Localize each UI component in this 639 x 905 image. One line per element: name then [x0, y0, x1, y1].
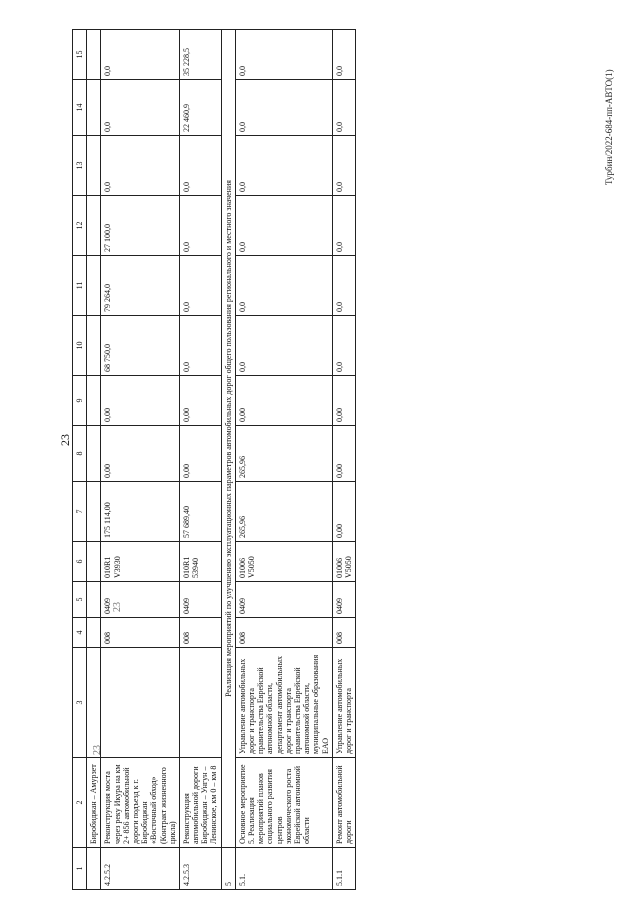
header-cell: 10 [73, 316, 87, 376]
header-cell: 1 [73, 848, 87, 890]
cell-c15: 0,0 [101, 30, 180, 80]
cell-c7 [87, 482, 101, 542]
cell-name: Биробиджан – Амурзет [87, 758, 101, 848]
cell-c10: 68 750,0 [101, 316, 180, 376]
cell-num [87, 848, 101, 890]
cell-c9 [87, 376, 101, 426]
side-code: Турбин/2022-684-пп-АВТО(1) [604, 69, 614, 185]
table-header-row [73, 30, 87, 890]
header-cell: 4 [73, 618, 87, 648]
cell-num: 5.1.1 [332, 848, 355, 890]
cell-c4 [87, 618, 101, 648]
cell-c14 [87, 80, 101, 136]
cell-num: 4.2.5.3 [179, 848, 221, 890]
cell-c5: 0409 [332, 582, 355, 618]
table-row [179, 30, 221, 890]
cell-c7: 265,96 [235, 482, 332, 542]
cell-exec: Управление автомобильных дорог и транспорта [332, 648, 355, 758]
section-row [221, 30, 235, 890]
cell-c11: 79 264,0 [101, 256, 180, 316]
header-cell: 3 [73, 648, 87, 758]
cell-c10: 0,0 [179, 316, 221, 376]
cell-c6 [87, 542, 101, 582]
cell-c15 [87, 30, 101, 80]
cell-c15: 0,0 [235, 30, 332, 80]
cell-c7: 57 689,40 [179, 482, 221, 542]
header-cell: 8 [73, 426, 87, 482]
cell-c4: 008 [101, 618, 180, 648]
table-row [332, 30, 355, 890]
cell-name: Реконструкция моста через реку Икура на км 2+ 856 автомобильной дороги подъезд к г. Биробиджан «Восточный обход» (Контракт жизненного цикла) [101, 758, 180, 848]
header-cell: 13 [73, 136, 87, 196]
cell-c14: 22 460,9 [179, 80, 221, 136]
cell-c8: 0,00 [101, 426, 180, 482]
cell-c11: 0,0 [179, 256, 221, 316]
header-cell: 11 [73, 256, 87, 316]
cell-c12: 0,0 [179, 196, 221, 256]
header-mark-left: 23 [92, 745, 103, 755]
cell-c9: 0,00 [332, 376, 355, 426]
cell-c8: 265,96 [235, 426, 332, 482]
header-cell: 14 [73, 80, 87, 136]
cell-exec [101, 648, 180, 758]
cell-c14: 0,0 [332, 80, 355, 136]
cell-c9: 0,00 [101, 376, 180, 426]
cell-c4: 008 [332, 618, 355, 648]
cell-c10: 0,0 [235, 316, 332, 376]
table-row [101, 30, 180, 890]
cell-c5: 0409 [179, 582, 221, 618]
cell-c6: 01006 V5050 [235, 542, 332, 582]
cell-c8 [87, 426, 101, 482]
cell-c15: 35 228,5 [179, 30, 221, 80]
cell-exec: Управление автомобильных дорог и транспорта правительства Еврейской автономной области, департамент автомобильных дорог и транспорта правительства Еврейской автономной области, муниципальные образования ЕАО [235, 648, 332, 758]
cell-num: 4.2.5.2 [101, 848, 180, 890]
header-cell: 7 [73, 482, 87, 542]
cell-c6: 010R1 53940 [179, 542, 221, 582]
cell-c14: 0,0 [235, 80, 332, 136]
section-num: 5 [221, 848, 235, 890]
section-title: Реализация мероприятий по улучшению эксплуатационных параметров автомобильных дорог общего пользования регионального и местного значения [221, 30, 235, 848]
cell-c14: 0,0 [101, 80, 180, 136]
cell-c5: 0409 [235, 582, 332, 618]
cell-c4: 008 [179, 618, 221, 648]
cell-c11: 0,0 [235, 256, 332, 316]
cell-name: Ремонт автомобильной дороги [332, 758, 355, 848]
cell-c10: 0,0 [332, 316, 355, 376]
cell-c13: 0,0 [179, 136, 221, 196]
cell-c4: 008 [235, 618, 332, 648]
cell-c12 [87, 196, 101, 256]
cell-c12: 0,0 [332, 196, 355, 256]
table-row [87, 30, 101, 890]
cell-c10 [87, 316, 101, 376]
header-cell: 5 [73, 582, 87, 618]
cell-c8: 0,00 [332, 426, 355, 482]
cell-c11: 0,0 [332, 256, 355, 316]
header-cell: 2 [73, 758, 87, 848]
cell-c9: 0,00 [235, 376, 332, 426]
cell-c6: 010R1 V3930 [101, 542, 180, 582]
cell-c11 [87, 256, 101, 316]
cell-c8: 0,00 [179, 426, 221, 482]
cell-c5 [87, 582, 101, 618]
cell-c13: 0,0 [332, 136, 355, 196]
cell-exec [87, 648, 101, 758]
cell-exec [179, 648, 221, 758]
header-cell: 12 [73, 196, 87, 256]
table-row [235, 30, 332, 890]
cell-name: Реконструкция автомобильной дороги Биробиджан – Унгун – Ленинское, км 0 – км 8 [179, 758, 221, 848]
header-cell: 9 [73, 376, 87, 426]
page-number: 23 [58, 434, 72, 446]
header-cell: 15 [73, 30, 87, 80]
cell-c13 [87, 136, 101, 196]
cell-c5: 0409 [101, 582, 180, 618]
cell-c15: 0,0 [332, 30, 355, 80]
cell-c12: 0,0 [235, 196, 332, 256]
cell-c6: 01006 V5050 [332, 542, 355, 582]
cell-num: 5.1. [235, 848, 332, 890]
cell-c13: 0,0 [101, 136, 180, 196]
cell-c7: 175 114,00 [101, 482, 180, 542]
data-table [72, 29, 356, 890]
cell-c9: 0,00 [179, 376, 221, 426]
cell-name: Основное мероприятие 5. Реализация мероприятий планов социального развития центров экономического роста Еврейской автономной области [235, 758, 332, 848]
header-cell: 6 [73, 542, 87, 582]
cell-c13: 0,0 [235, 136, 332, 196]
header-mark-mid: 23 [112, 602, 123, 612]
cell-c12: 27 100,0 [101, 196, 180, 256]
cell-c7: 0,00 [332, 482, 355, 542]
